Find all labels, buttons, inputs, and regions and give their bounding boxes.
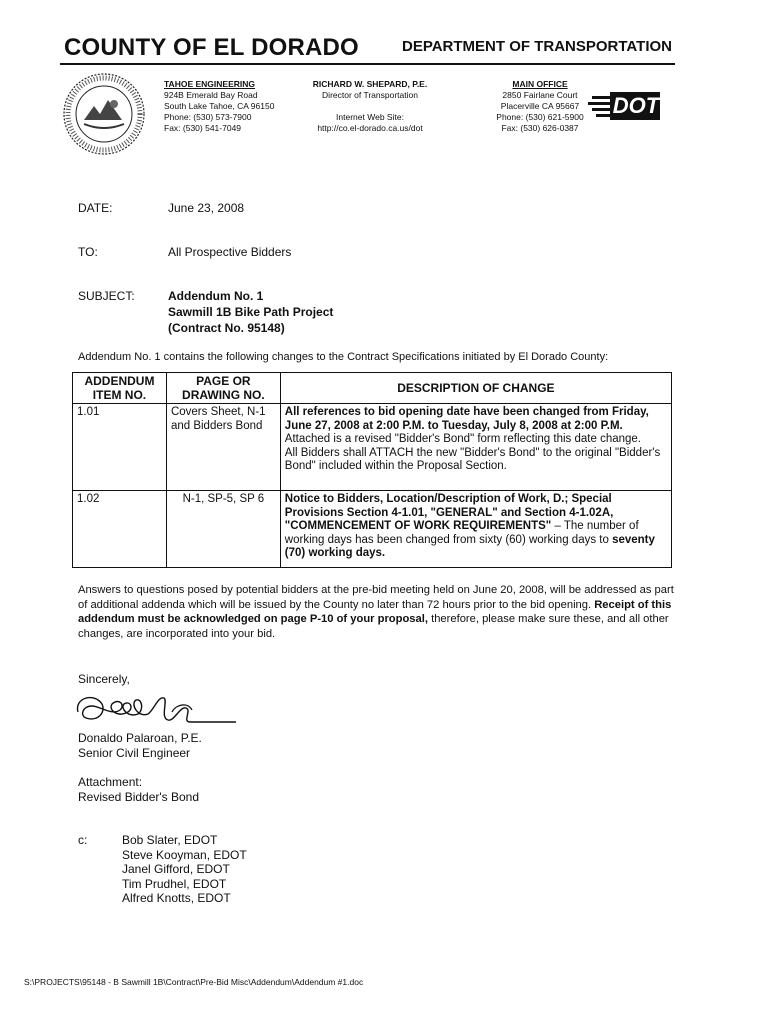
closing-text-tail: therefore, please make sure these, and all other changes, are incorporated into your bid. <box>78 613 669 640</box>
main-office-line: Fax: (530) 626-0387 <box>501 123 579 133</box>
change-description-text: Attached is a revised "Bidder's Bond" form reflecting this date change. <box>284 433 641 445</box>
main-office-line: Placerville CA 95667 <box>500 101 580 111</box>
change-description-text: All Bidders shall ATTACH the new "Bidder's Bond" to the original "Bidder's Bond" included within the Proposal Section. <box>284 446 661 472</box>
tahoe-line: Phone: (530) 573-7900 <box>164 112 252 122</box>
subject-label: SUBJECT: <box>78 289 135 303</box>
tahoe-line: Fax: (530) 541-7049 <box>164 123 242 133</box>
header-description: DESCRIPTION OF CHANGE <box>280 373 671 404</box>
director-block <box>300 79 440 134</box>
signer-title: Senior Civil Engineer <box>78 745 191 760</box>
attachment-block <box>78 775 199 804</box>
tahoe-title: TAHOE ENGINEERING <box>164 79 255 89</box>
cc-recipient: Alfred Knotts, EDOT <box>122 891 231 905</box>
tahoe-line: 924B Emerald Bay Road <box>164 90 258 100</box>
change-description-bold: All references to bid opening date have been changed from Friday, June 27, 2008 at 2:00 P.M. to Tuesday, July 8, 2008 at 2:00 P.M. <box>284 406 649 432</box>
change-description-text: – The number of working days has been changed from sixty (60) working days to <box>284 520 639 546</box>
change-description-bold: Notice to Bidders, Location/Description of Work, D.; Special Provisions Section 4-1.01, "GENERAL" and Section 4-1.02A, "COMMENCEMENT OF WORK REQUIREMENTS" <box>284 493 614 532</box>
main-office-line: 2850 Fairlane Court <box>502 90 578 100</box>
county-name: COUNTY OF EL DORADO <box>64 34 359 61</box>
cc-recipient: Bob Slater, EDOT <box>122 833 218 847</box>
table-row <box>73 404 672 491</box>
header-page-no: PAGE OR DRAWING NO. <box>166 373 280 404</box>
closing-text: Answers to questions posed by potential bidders at the pre-bid meeting held on June 20, 2008, will be addressed as part of additional addenda which will be issued by the County no later than 72 hours prior to the bid opening. <box>78 584 674 611</box>
subject-value <box>168 288 333 336</box>
dot-logo-text: DOT <box>612 93 660 118</box>
main-office-line: Phone: (530) 621-5900 <box>496 112 584 122</box>
to-label: TO: <box>78 245 98 259</box>
subject-line: (Contract No. 95148) <box>168 321 285 335</box>
to-value: All Prospective Bidders <box>168 245 292 259</box>
header-rule <box>60 63 675 65</box>
item-number: 1.01 <box>73 404 167 491</box>
web-url: http://co.el-dorado.ca.us/dot <box>317 123 423 133</box>
table-header-row <box>73 373 672 404</box>
cc-label: c: <box>78 833 88 847</box>
acknowledgement-text: Receipt of this addendum must be acknowledged on page P-10 of your proposal, <box>78 598 672 625</box>
dot-logo <box>584 84 664 124</box>
signer-block <box>78 731 202 760</box>
change-description-bold: seventy (70) working days. <box>284 533 655 559</box>
tahoe-line: South Lake Tahoe, CA 96150 <box>164 101 275 111</box>
web-label: Internet Web Site: <box>336 112 404 122</box>
cc-recipient: Steve Kooyman, EDOT <box>122 847 247 862</box>
intro-text: Addendum No. 1 contains the following changes to the Contract Specifications initiated by El Dorado County: <box>78 351 609 363</box>
item-number: 1.02 <box>73 491 167 568</box>
header-item-no: ADDENDUM ITEM NO. <box>73 373 167 404</box>
addendum-table <box>72 372 672 568</box>
county-seal-icon <box>62 72 146 156</box>
cc-recipient: Janel Gifford, EDOT <box>122 862 230 876</box>
change-description <box>280 491 671 568</box>
file-path-footer: S:\PROJECTS\95148 - B Sawmill 1B\Contract\Pre-Bid Misc\Addendum\Addendum #1.doc <box>24 977 364 987</box>
page-reference: Covers Sheet, N-1 and Bidders Bond <box>166 404 280 491</box>
sincerely: Sincerely, <box>78 672 130 686</box>
main-office-title: MAIN OFFICE <box>512 79 568 89</box>
page-reference: N-1, SP-5, SP 6 <box>166 491 280 568</box>
cc-recipient: Tim Prudhel, EDOT <box>122 876 227 891</box>
date-value: June 23, 2008 <box>168 201 245 215</box>
attachment-label: Attachment: <box>78 775 143 789</box>
date-label: DATE: <box>78 201 113 215</box>
change-description <box>280 404 671 491</box>
attachment-value: Revised Bidder's Bond <box>78 789 200 804</box>
subject-line: Sawmill 1B Bike Path Project <box>168 305 334 319</box>
cc-list <box>122 833 247 906</box>
tahoe-engineering-address <box>164 79 304 134</box>
director-title: Director of Transportation <box>322 90 418 100</box>
department-name: DEPARTMENT OF TRANSPORTATION <box>402 38 672 55</box>
closing-paragraph <box>78 583 680 641</box>
signer-name: Donaldo Palaroan, P.E. <box>78 731 202 745</box>
signature-image <box>72 678 242 738</box>
table-row <box>73 491 672 568</box>
director-name: RICHARD W. SHEPARD, P.E. <box>312 79 428 89</box>
subject-line: Addendum No. 1 <box>168 289 264 303</box>
